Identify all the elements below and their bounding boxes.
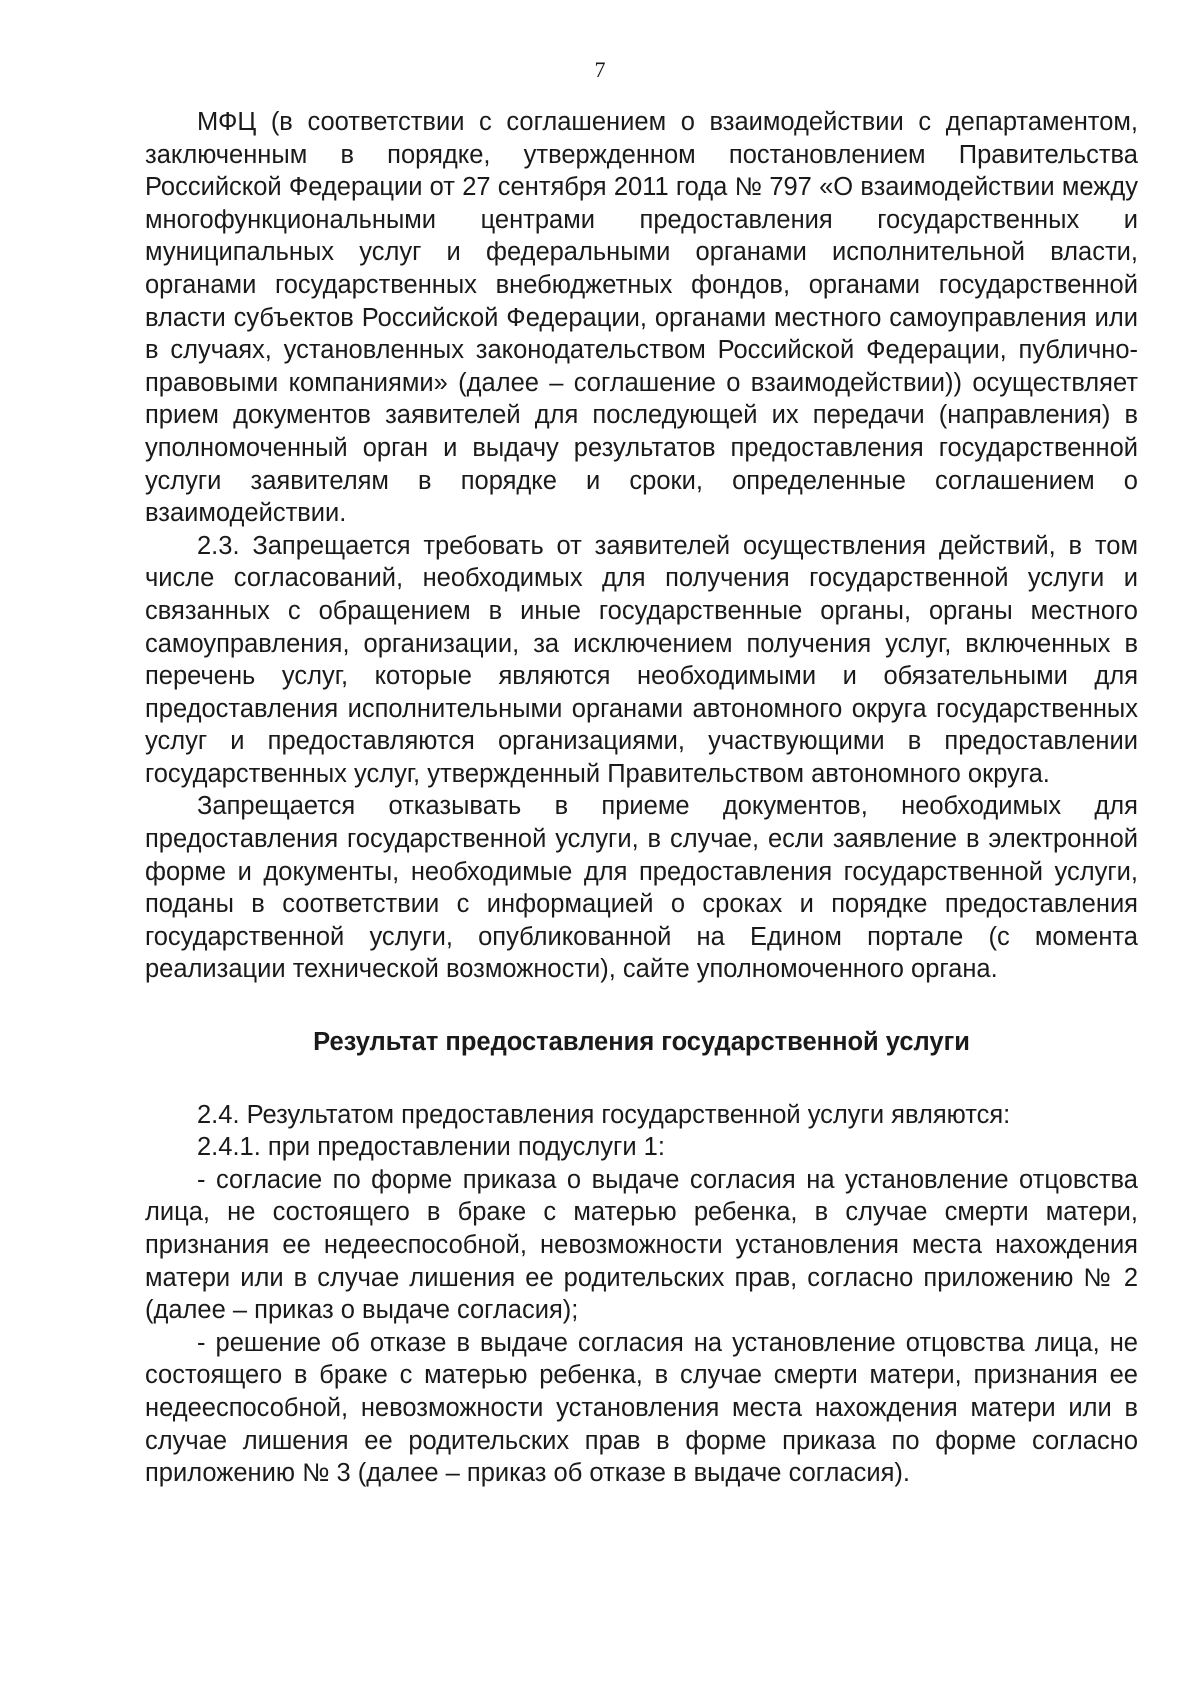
page-number: 7 xyxy=(594,57,606,82)
paragraph-mfc: МФЦ (в соответствии с соглашением о взаимодействии с департаментом, заключенным в порядке, утвержденном постановлением Правительства Российской Федерации от 27 сентября 2011 года № 797 «О взаимодействии между многофункциональными центрами предоставления государственных и муниципальных услуг и федеральными органами исполнительной власти, органами государственных внебюджетных фондов, органами государственной власти субъектов Российской Федерации, органами местного самоуправления или в случаях, установленных законодательством Российской Федерации, публично-правовыми компаниями» (далее – соглашение о взаимодействии)) осуществляет прием документов заявителей для последующей их передачи (направления) в уполномоченный орган и выдачу результатов предоставления государственной услуги заявителям в порядке и сроки, определенные соглашением о взаимодействии. xyxy=(145,108,1138,528)
list-item-refusal: - решение об отказе в выдаче согласия на установление отцовства лица, не состоящего в браке с матерью ребенка, в случае смерти матери, признания ее недееспособной, невозможности установления места нахождения матери или в случае лишения ее родительских прав в форме приказа по форме согласно приложению № 3 (далее – приказ об отказе в выдаче согласия). xyxy=(145,1328,1138,1488)
paragraph-refusal-prohibition: Запрещается отказывать в приеме документов, необходимых для предоставления государственной услуги, в случае, если заявление в электронной форме и документы, необходимые для предоставления государственной услуги, поданы в соответствии с информацией о сроках и порядке предоставления государственной услуги, опубликованной на Едином портале (с момента реализации технической возможности), сайте уполномоченного органа. xyxy=(145,792,1138,984)
list-item-consent: - согласие по форме приказа о выдаче согласия на установление отцовства лица, не состоящего в браке с матерью ребенка, в случае смерти матери, признания ее недееспособной, невозможности установления места нахождения матери или в случае лишения ее родительских прав, согласно приложению № 2 (далее – приказ о выдаче согласия); xyxy=(145,1165,1138,1325)
paragraph-2-4-1: 2.4.1. при предоставлении подуслуги 1: xyxy=(197,1133,665,1162)
section-heading: Результат предоставления государственной услуги xyxy=(313,1028,970,1057)
paragraph-2-4: 2.4. Результатом предоставления государственной услуги являются: xyxy=(197,1100,1011,1129)
document-body xyxy=(145,106,1138,1490)
paragraph-2-3: 2.3. Запрещается требовать от заявителей осуществления действий, в том числе согласований, необходимых для получения государственной услуги и связанных с обращением в иные государственные органы, органы местного самоуправления, организации, за исключением получения услуг, включенных в перечень услуг, которые являются необходимыми и обязательными для предоставления исполнительными органами автономного округа государственных услуг и предоставляются организациями, участвующими в предоставлении государственных услуг, утвержденный Правительством автономного округа. xyxy=(145,531,1138,788)
